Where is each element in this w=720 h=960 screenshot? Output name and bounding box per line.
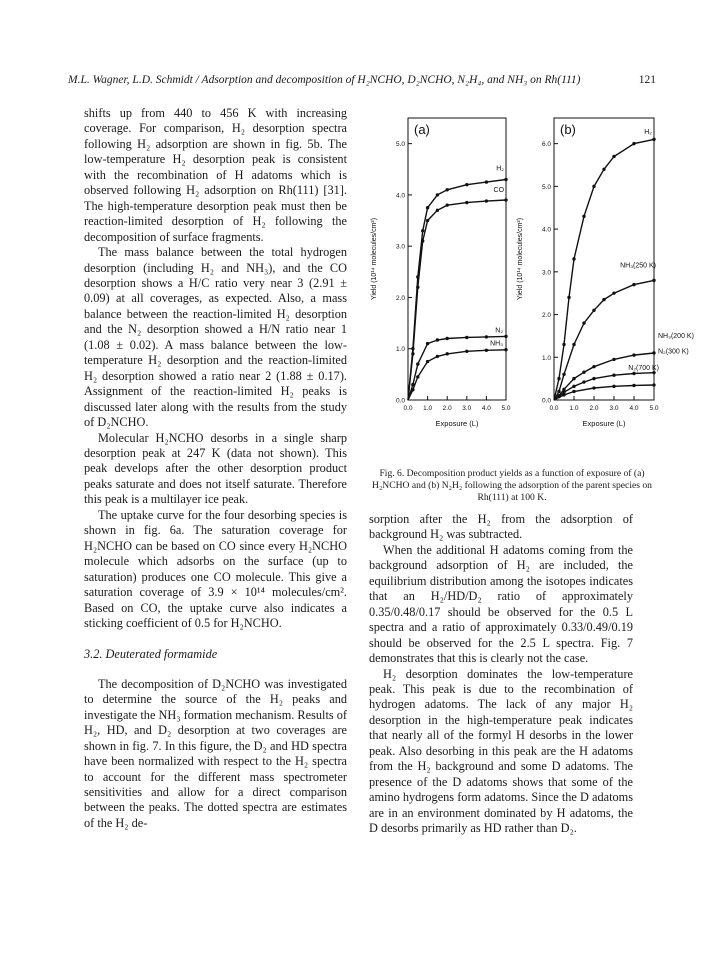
x-tick-label: 0.0 xyxy=(403,405,413,412)
section-heading: 3.2. Deuterated formamide xyxy=(84,647,218,662)
running-title: M.L. Wagner, L.D. Schmidt / Adsorption and decomposition of H₂NCHO, D₂NCHO, N₂H₄, and NH₃ on Rh(111) xyxy=(68,74,581,86)
data-point xyxy=(572,390,575,393)
x-tick-label: 4.0 xyxy=(629,405,639,412)
y-tick-label: 0.0 xyxy=(541,397,551,405)
data-point xyxy=(572,377,575,380)
data-point xyxy=(632,384,635,387)
paragraph: H₂ desorption dominates the low-temperature peak. This peak is due to the recombination of hydrogen adatoms. The lack of any major H₂ desorption in the high-temperature peak indicates that nearly all of the formyl H desorbs in the lower peak. Also desorbing in this peak are the H adatoms from the H₂ background and some D adatoms. The presence of the D adatoms shows that some of the amino hydrogens form adatoms. Since the D adatoms are in an environment dominated by H adatoms, the D desorbs primarily as HD rather than D₂. xyxy=(369,666,633,836)
data-point xyxy=(416,375,419,378)
x-tick-label: 3.0 xyxy=(609,405,619,412)
panel-label: (b) xyxy=(560,122,576,137)
paragraph: When the additional H adatoms coming from the background adsorption of H₂ are included, the equilibrium distribution among the isotopes indicates that an H₂/HD/D₂ ratio of approximately 0.35/0.48/0.17 should be observed for the 0.5 L spectra and a ratio of approximately 0.33/0.49/0.19 should be observed for the 2.5 L spectra. Fig. 7 demonstrates that this is clearly not the case. xyxy=(369,542,633,666)
left-column xyxy=(84,106,347,831)
data-point xyxy=(612,155,615,158)
data-point xyxy=(421,239,424,242)
paragraph: Molecular H₂NCHO desorbs in a single sharp desorption peak at 247 K (data not shown). This peak develops after the other desorption product peaks saturate and does not itself saturate. Therefore this peak is a multilayer ice peak. xyxy=(84,430,347,507)
data-point xyxy=(582,215,585,218)
data-point xyxy=(504,178,507,181)
data-point xyxy=(612,374,615,377)
data-point xyxy=(572,343,575,346)
x-tick-label: 3.0 xyxy=(462,405,472,412)
y-tick-label: 3.0 xyxy=(541,269,551,277)
x-tick-label: 5.0 xyxy=(649,405,659,412)
figure-caption: Fig. 6. Decomposition product yields as a function of exposure of (a) H₂NCHO and (b) N₂H₂ following the adsorption of the parent species on Rh(111) at 100 K. xyxy=(372,468,652,503)
data-point xyxy=(411,352,414,355)
data-point xyxy=(485,199,488,202)
right-column xyxy=(369,512,633,837)
y-tick-label: 2.0 xyxy=(395,294,405,302)
data-point xyxy=(632,353,635,356)
data-point xyxy=(592,365,595,368)
series-line xyxy=(554,373,654,400)
data-point xyxy=(446,352,449,355)
data-point xyxy=(592,309,595,312)
data-point xyxy=(485,180,488,183)
data-point xyxy=(504,335,507,338)
data-point xyxy=(572,385,575,388)
series-label: N₂ xyxy=(495,327,504,335)
data-point xyxy=(436,209,439,212)
x-tick-label: 5.0 xyxy=(501,405,511,412)
page-number: 121 xyxy=(638,74,656,86)
y-tick-label: 4.0 xyxy=(395,192,405,200)
data-point xyxy=(504,348,507,351)
data-point xyxy=(652,383,655,386)
data-point xyxy=(426,219,429,222)
x-tick-label: 2.0 xyxy=(589,405,599,412)
data-point xyxy=(592,377,595,380)
data-point xyxy=(504,198,507,201)
data-point xyxy=(557,377,560,380)
series-label: CO xyxy=(493,186,505,194)
data-point xyxy=(465,336,468,339)
y-tick-label: 1.0 xyxy=(395,346,405,354)
paragraph: The decomposition of D₂NCHO was investigated to determine the source of the H₂ peaks and investigate the NH₃ formation mechanism. Results of H₂, HD, and D₂ desorption at two coverages are shown in fig. 7. In this figure, the D₂ and HD spectra have been normalized with respect to the H₂ spectra to account for the different mass spectrometer sensitivities and allow for a direct comparison between the peaks. The dotted spectra are estimates of the H₂ de- xyxy=(84,676,347,830)
y-tick-label: 6.0 xyxy=(541,141,551,149)
paragraph: The uptake curve for the four desorbing species is shown in fig. 6a. The saturation coverage for H₂NCHO can be based on CO since every H₂NCHO molecule which adsorbs on the surface (up to saturation) produces one CO molecule. This give a saturation coverage of 3.9 × 10¹⁴ molecules/cm². Based on CO, the uptake curve also indicates a sticking coefficient of 0.5 for H₂NCHO. xyxy=(84,507,347,630)
data-point xyxy=(602,298,605,301)
series-label: NH₃(200 K) xyxy=(658,333,694,341)
data-point xyxy=(436,338,439,341)
paragraph: The mass balance between the total hydrogen desorption (including H₂ and NH₃), and the CO desorption shows a H/C ratio very near 3 (2.91 ± 0.09) at all coverages, as expected. Also, a mass balance between the reaction-limited H₂ desorption and the N₂ desorption showed a H/N ratio near 1 (1.08 ± 0.02). A mass balance between the low-temperature H₂ desorption and the reaction-limited H₂ desorption showed a ratio near 2 (1.88 ± 0.17). Assignment of the reaction-limited H₂ peaks is discussed later along with the results from the study of D₂NCHO. xyxy=(84,245,347,430)
data-point xyxy=(582,321,585,324)
y-tick-label: 1.0 xyxy=(541,354,551,362)
x-axis-label: Exposure (L) xyxy=(582,419,626,428)
x-axis-label: Exposure (L) xyxy=(435,419,479,428)
data-point xyxy=(465,183,468,186)
series-label: NH₃ xyxy=(490,340,504,348)
series-line xyxy=(408,180,506,401)
data-point xyxy=(562,343,565,346)
figure-6-chart xyxy=(364,104,694,466)
data-point xyxy=(562,393,565,396)
data-point xyxy=(592,185,595,188)
y-tick-label: 5.0 xyxy=(395,141,405,149)
data-point xyxy=(567,296,570,299)
data-point xyxy=(602,168,605,171)
y-tick-label: 5.0 xyxy=(541,183,551,191)
data-point xyxy=(446,188,449,191)
data-point xyxy=(485,335,488,338)
data-point xyxy=(446,203,449,206)
data-point xyxy=(557,390,560,393)
x-tick-label: 4.0 xyxy=(481,405,491,412)
data-point xyxy=(582,380,585,383)
series-label: H₂ xyxy=(644,129,652,137)
y-tick-label: 3.0 xyxy=(395,243,405,251)
x-tick-label: 1.0 xyxy=(423,405,433,412)
data-point xyxy=(612,385,615,388)
y-axis-label: Yield (10¹⁴ molecules/cm²) xyxy=(371,217,378,301)
series-label: N₂(300 K) xyxy=(658,348,689,356)
data-point xyxy=(652,351,655,354)
x-tick-label: 0.0 xyxy=(549,405,559,412)
data-point xyxy=(436,355,439,358)
data-point xyxy=(411,388,414,391)
data-point xyxy=(572,257,575,260)
y-tick-label: 2.0 xyxy=(541,312,551,320)
x-tick-label: 2.0 xyxy=(442,405,452,412)
data-point xyxy=(485,349,488,352)
data-point xyxy=(446,337,449,340)
data-point xyxy=(632,283,635,286)
data-point xyxy=(632,372,635,375)
data-point xyxy=(426,206,429,209)
series-line xyxy=(554,385,654,400)
panel-label: (a) xyxy=(414,122,430,137)
series-label: N₂(700 K) xyxy=(628,365,659,373)
data-point xyxy=(562,373,565,376)
series-label: H₂ xyxy=(496,165,505,173)
y-axis-label: Yield (10¹⁴ molecules/cm²) xyxy=(517,217,524,301)
data-point xyxy=(652,279,655,282)
figure-6 xyxy=(364,104,694,466)
data-point xyxy=(562,388,565,391)
data-point xyxy=(592,386,595,389)
running-header xyxy=(60,74,660,90)
data-point xyxy=(416,362,419,365)
series-line xyxy=(408,350,506,400)
data-point xyxy=(612,291,615,294)
data-point xyxy=(436,193,439,196)
data-point xyxy=(632,142,635,145)
y-tick-label: 4.0 xyxy=(541,226,551,234)
data-point xyxy=(426,360,429,363)
data-point xyxy=(421,229,424,232)
paragraph: shifts up from 440 to 456 K with increasing coverage. For comparison, H₂ desorption spectra following H₂ adsorption are shown in fig. 5b. The low-temperature H₂ desorption peak is consistent with the recombination of H adatoms which is observed following H₂ adsorption on Rh(111) [31]. The high-temperature desorption peak must then be reaction-limited desorption of H₂ following the decomposition of surface fragments. xyxy=(84,106,347,244)
data-point xyxy=(652,138,655,141)
data-point xyxy=(465,350,468,353)
y-tick-label: 0.0 xyxy=(395,397,405,405)
plot-frame xyxy=(408,118,506,400)
data-point xyxy=(612,358,615,361)
x-tick-label: 1.0 xyxy=(569,405,579,412)
paragraph: sorption after the H₂ from the adsorption of background H₂ was subtracted. xyxy=(369,512,633,542)
data-point xyxy=(582,371,585,374)
series-label: NH₃(250 K) xyxy=(620,262,656,270)
data-point xyxy=(426,342,429,345)
data-point xyxy=(465,201,468,204)
data-point xyxy=(416,286,419,289)
